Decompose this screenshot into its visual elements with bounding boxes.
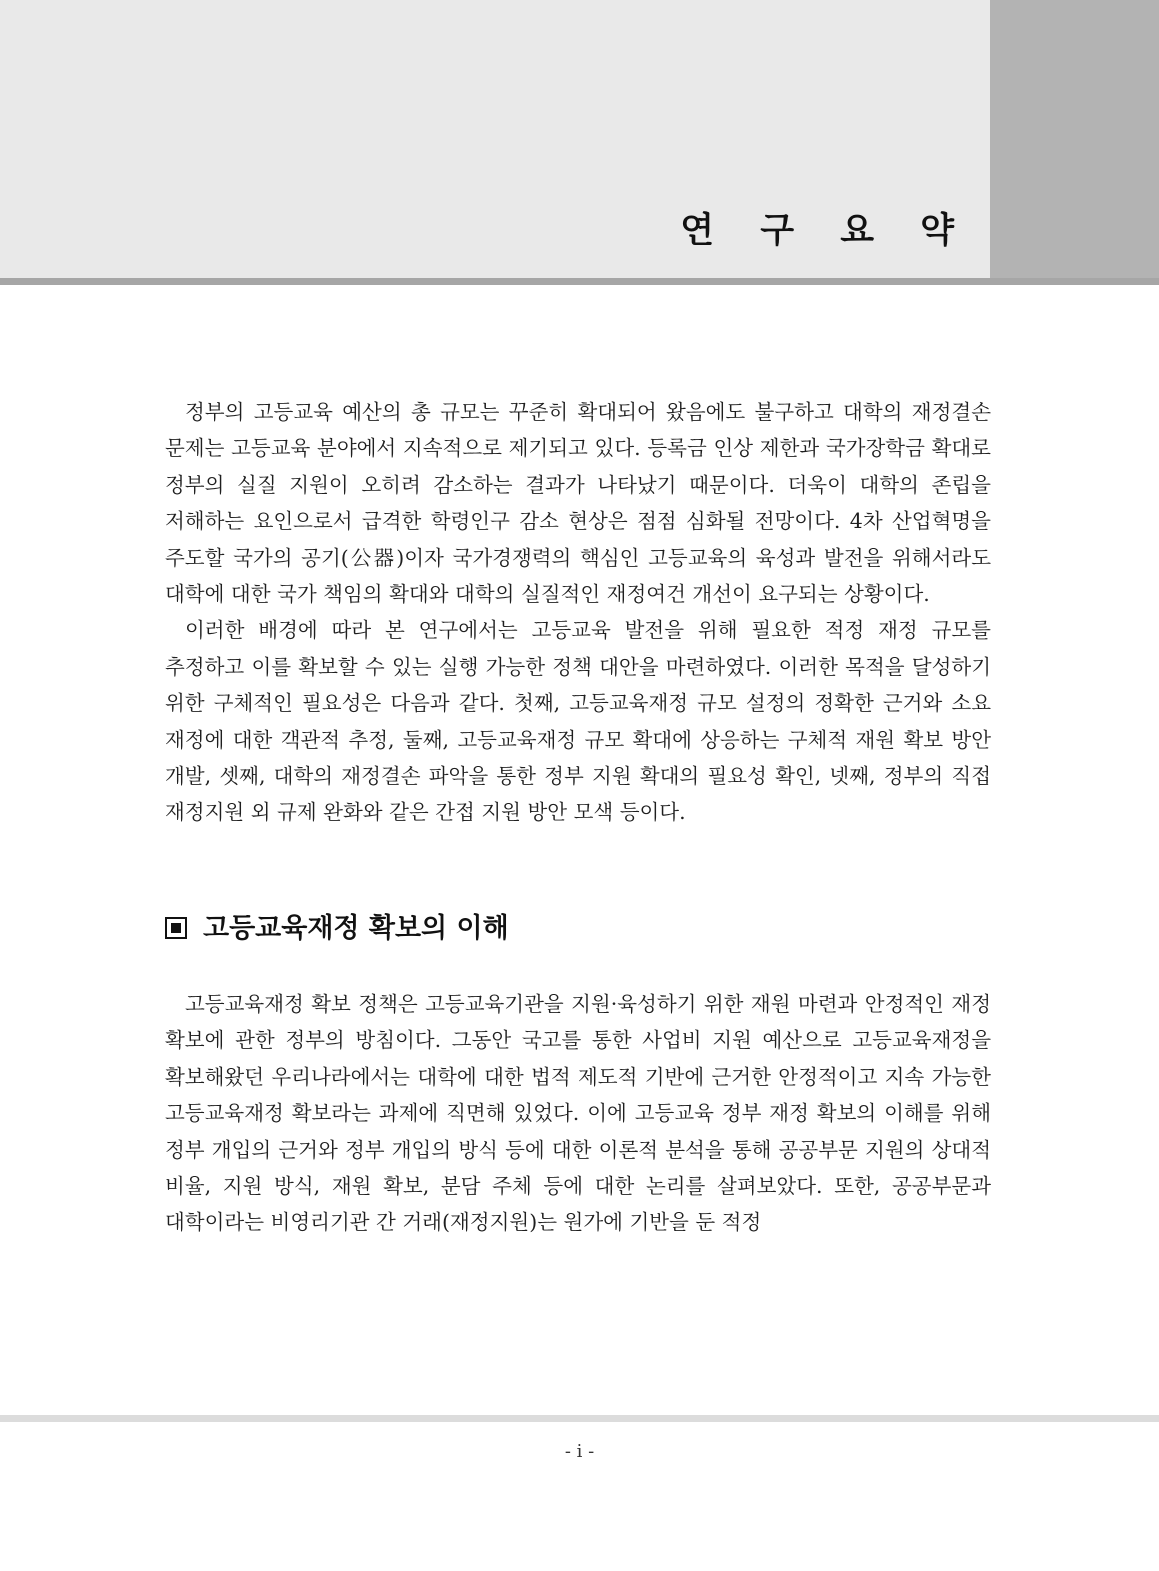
page-number: - i - — [564, 1441, 595, 1462]
header-side-block — [990, 0, 1159, 278]
document-body — [165, 394, 991, 1241]
section-paragraph: 고등교육재정 확보 정책은 고등교육기관을 지원·육성하기 위한 재원 마련과 안정적인 재정 확보에 관한 정부의 방침이다. 그동안 국고를 통한 사업비 지원 예산으로 고등교육재정을 확보해왔던 우리나라에서는 대학에 대한 법적 제도적 기반에 근거한 안정적이고 지속 가능한 고등교육재정 확보라는 과제에 직면해 있었다. 이에 고등교육 정부 재정 확보의 이해를 위해 정부 개입의 근거와 정부 개입의 방식 등에 대한 이론적 분석을 통해 공공부문 지원의 상대적 비율, 지원 방식, 재원 확보, 분담 주체 등에 대한 논리를 살펴보았다. 또한, 공공부문과 대학이라는 비영리기관 간 거래(재정지원)는 원가에 기반을 둔 적정 — [165, 991, 991, 1235]
intro-paragraph-1: 정부의 고등교육 예산의 총 규모는 꾸준히 확대되어 왔음에도 불구하고 대학의 재정결손 문제는 고등교육 분야에서 지속적으로 제기되고 있다. 등록금 인상 제한과 국가장학금 확대로 정부의 실질 지원이 오히려 감소하는 결과가 나타났기 때문이다. 더욱이 대학의 존립을 저해하는 요인으로서 급격한 학령인구 감소 현상은 점점 심화될 전망이다. 4차 산업혁명을 주도할 국가의 공기(公器)이자 국가경쟁력의 핵심인 고등교육의 육성과 발전을 위해서라도 대학에 대한 국가 책임의 확대와 대학의 실질적인 재정여건 개선이 요구되는 상황이다. — [165, 400, 991, 607]
filled-square-icon — [165, 917, 187, 939]
header-divider — [0, 278, 1159, 285]
page-title: 연 구 요 약 — [680, 211, 971, 251]
intro-paragraph-2: 이러한 배경에 따라 본 연구에서는 고등교육 발전을 위해 필요한 적정 재정 규모를 추정하고 이를 확보할 수 있는 실행 가능한 정책 대안을 마련하였다. 이러한 목적을 달성하기 위한 구체적인 필요성은 다음과 같다. 첫째, 고등교육재정 규모 설정의 정확한 근거와 소요 재정에 대한 객관적 추정, 둘째, 고등교육재정 규모 확대에 상응하는 구체적 재원 확보 방안 개발, 셋째, 대학의 재정결손 파악을 통한 정부 지원 확대의 필요성 확인, 넷째, 정부의 직접 재정지원 외 규제 완화와 같은 간접 지원 방안 모색 등이다. — [165, 618, 991, 825]
footer-divider — [0, 1415, 1159, 1422]
section-heading-text: 고등교육재정 확보의 이해 — [203, 912, 509, 944]
section-heading — [165, 912, 991, 944]
